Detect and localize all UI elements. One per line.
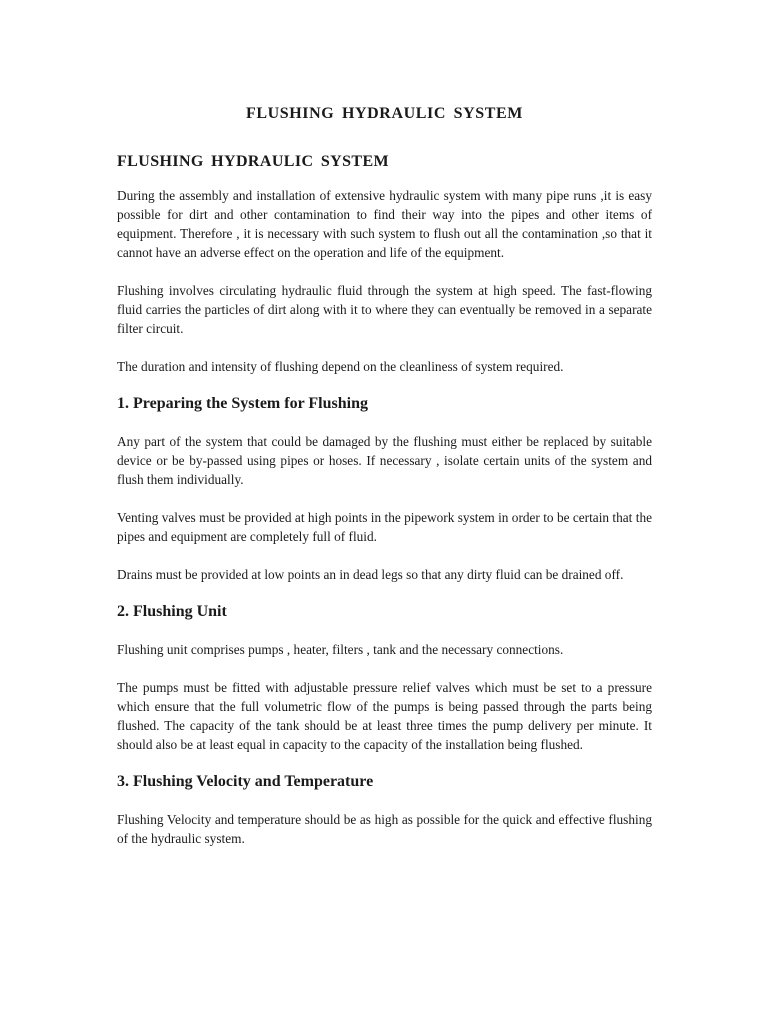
document-subtitle: FLUSHING HYDRAULIC SYSTEM	[117, 153, 390, 170]
intro-paragraph: The duration and intensity of flushing depend on the cleanliness of system required.	[117, 359, 564, 374]
section-paragraph: Venting valves must be provided at high points in the pipework system in order to be certain that the pipes and equipment are completely full of fluid.	[117, 510, 652, 544]
section-paragraph: Any part of the system that could be damaged by the flushing must either be replaced by suitable device or be by-passed using pipes or hoses. If necessary , isolate certain units of the system and flush them individually.	[117, 434, 652, 487]
intro-paragraph: Flushing involves circulating hydraulic fluid through the system at high speed. The fast-flowing fluid carries the particles of dirt along with it to where they can eventually be removed in a separate filter circuit.	[117, 283, 652, 336]
intro-paragraph: During the assembly and installation of extensive hydraulic system with many pipe runs ,it is easy possible for dirt and other contamination to find their way into the pipes and other items of equipment. Therefore , it is necessary with such system to flush out all the contamination ,so that it cannot have an adverse effect on the operation and life of the equipment.	[117, 188, 652, 260]
section-heading-velocity-temperature: 3. Flushing Velocity and Temperature	[117, 773, 374, 790]
section-paragraph: Drains must be provided at low points an in dead legs so that any dirty fluid can be drained off.	[117, 567, 624, 582]
section-paragraph: Flushing unit comprises pumps , heater, filters , tank and the necessary connections.	[117, 642, 564, 657]
document-title: FLUSHING HYDRAULIC SYSTEM	[245, 105, 524, 122]
section-heading-flushing-unit: 2. Flushing Unit	[117, 603, 227, 620]
section-heading-preparing: 1. Preparing the System for Flushing	[117, 395, 368, 412]
section-paragraph: Flushing Velocity and temperature should be as high as possible for the quick and effective flushing of the hydraulic system.	[117, 812, 652, 846]
section-paragraph: The pumps must be fitted with adjustable pressure relief valves which must be set to a pressure which ensure that the full volumetric flow of the pumps is being passed through the parts being flushed. The capacity of the tank should be at least three times the pump delivery per minute. It should also be at least equal in capacity to the capacity of the installation being flushed.	[117, 680, 652, 752]
